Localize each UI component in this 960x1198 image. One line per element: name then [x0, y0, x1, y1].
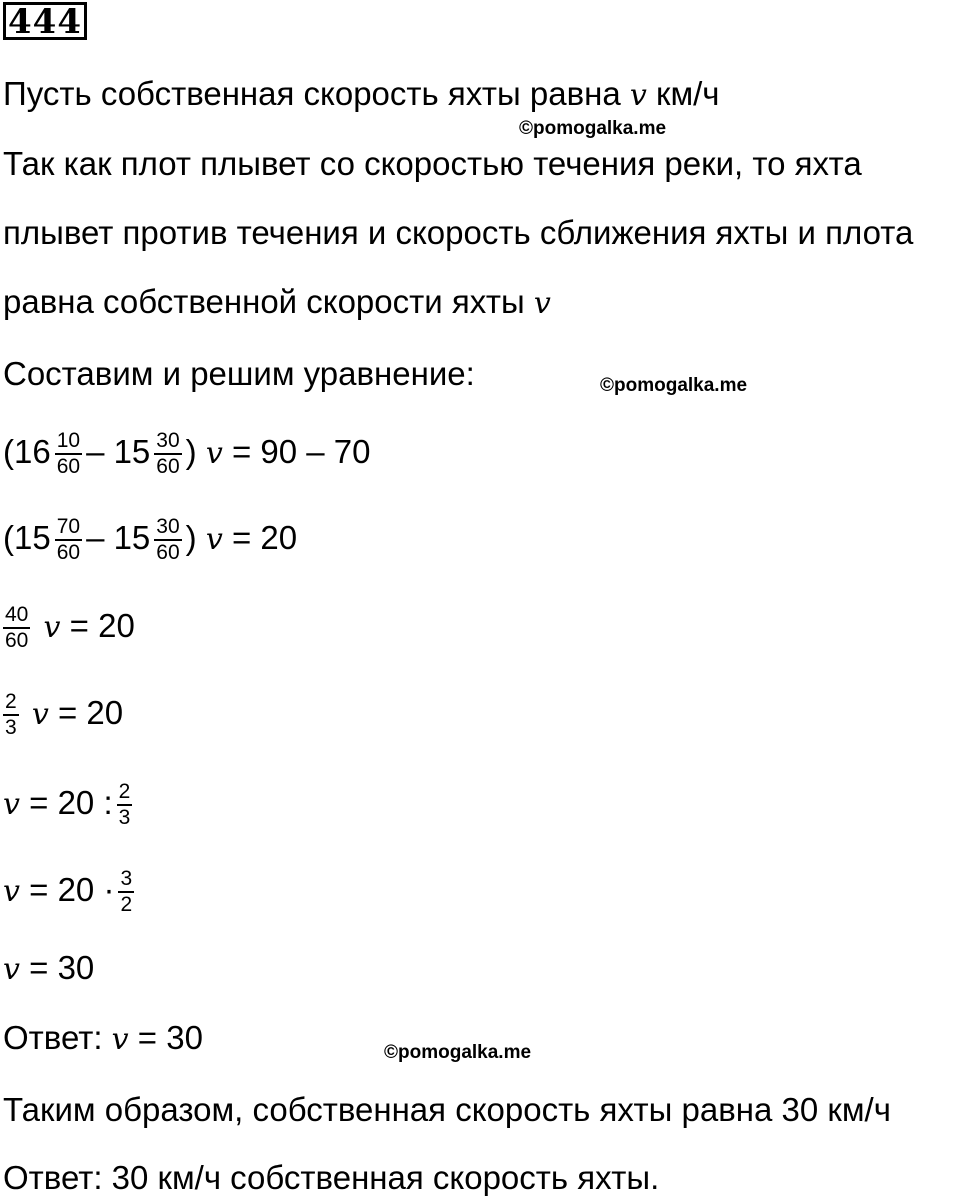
eq5-rhs: = 20 :	[29, 784, 113, 821]
variable-v: v	[31, 697, 49, 732]
eq7-rhs: = 30	[29, 949, 95, 986]
eq1-minus: – 15	[86, 433, 151, 470]
conclusion-line: Таким образом, собственная скорость яхты равна 30 км/ч	[3, 1091, 891, 1128]
fraction-10-60	[55, 429, 82, 479]
fraction-num: 3	[118, 867, 134, 893]
text-line-4	[3, 282, 551, 324]
variable-v: v	[3, 874, 20, 909]
answer-label: Ответ:	[3, 1019, 103, 1056]
eq2-rhs: = 20	[231, 519, 298, 556]
fraction-30-60	[154, 515, 181, 565]
variable-v: v	[111, 1022, 129, 1057]
problem-number: 444	[3, 2, 87, 40]
fraction-2-3	[117, 780, 133, 830]
answer-value: = 30	[137, 1019, 203, 1056]
equation-6	[3, 860, 138, 920]
fraction-den: 60	[56, 455, 81, 479]
fraction-30-60	[154, 429, 181, 479]
fraction-den: 60	[56, 541, 81, 565]
fraction-num: 10	[55, 429, 82, 455]
equation-2	[3, 508, 297, 568]
fraction-70-60	[55, 515, 82, 565]
eq6-rhs: = 20 ·	[29, 871, 115, 908]
text-line-3: плывет против течения и скорость сближения яхты и плота	[3, 214, 914, 251]
watermark-1: ©pomogalka.me	[519, 118, 667, 139]
text-line-2: Так как плот плывет со скоростью течения реки, то яхта	[3, 145, 862, 182]
fraction-num: 2	[117, 780, 133, 806]
variable-v: v	[3, 952, 20, 987]
fraction-den: 60	[156, 541, 180, 565]
watermark-2: ©pomogalka.me	[600, 375, 748, 396]
fraction-num: 40	[3, 603, 30, 629]
final-answer-line: Ответ: 30 км/ч собственная скорость яхты.	[3, 1159, 660, 1196]
equation-1	[3, 422, 371, 482]
fraction-num: 2	[3, 690, 19, 716]
fraction-3-2	[118, 867, 134, 917]
eq3-rhs: = 20	[69, 607, 135, 644]
text-4: равна собственной скорости яхты	[3, 283, 525, 320]
variable-v: v	[205, 522, 223, 557]
text-1a: Пусть собственная скорость яхты равна	[3, 75, 621, 112]
answer-line	[3, 1018, 203, 1060]
fraction-num: 30	[154, 515, 181, 541]
eq2-open: (15	[3, 519, 51, 556]
equation-5	[3, 773, 136, 833]
fraction-den: 3	[5, 716, 17, 740]
fraction-2-3	[3, 690, 19, 740]
fraction-den: 60	[5, 629, 29, 653]
eq1-open: (16	[3, 433, 51, 470]
variable-v: v	[3, 787, 20, 822]
variable-v: v	[629, 78, 647, 113]
fraction-num: 30	[154, 429, 181, 455]
eq2-minus: – 15	[86, 519, 151, 556]
fraction-num: 70	[55, 515, 82, 541]
variable-v: v	[43, 610, 61, 645]
fraction-den: 3	[118, 806, 131, 830]
fraction-den: 2	[120, 893, 133, 917]
eq1-close: )	[185, 433, 197, 470]
fraction-den: 60	[156, 455, 180, 479]
watermark-3: ©pomogalka.me	[384, 1042, 532, 1063]
equation-4	[3, 683, 123, 743]
equation-7	[3, 948, 94, 990]
eq1-rhs: = 90 – 70	[231, 433, 371, 470]
eq4-rhs: = 20	[57, 694, 124, 731]
variable-v: v	[533, 286, 551, 321]
text-line-5: Составим и решим уравнение:	[3, 355, 475, 392]
eq2-close: )	[185, 519, 197, 556]
variable-v: v	[205, 436, 223, 471]
fraction-40-60	[3, 603, 30, 653]
equation-3	[3, 596, 135, 656]
text-1b: км/ч	[656, 75, 720, 112]
text-line-1	[3, 74, 720, 116]
